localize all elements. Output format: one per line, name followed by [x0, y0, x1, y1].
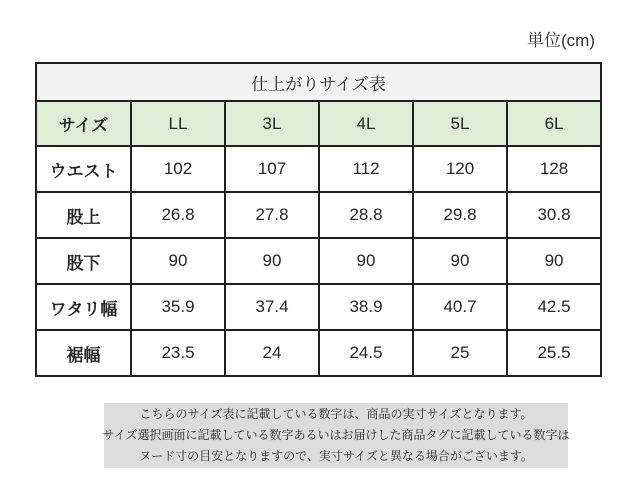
table-title-row — [36, 63, 601, 101]
table-row-thigh-width — [36, 284, 601, 330]
note-line-3: ヌード寸の目安となりますので、実寸サイズと異なる場合がございます。 — [139, 449, 533, 463]
table-row-waist — [36, 146, 601, 192]
cell-value: 90 — [413, 238, 507, 284]
table-row-hem-width — [36, 330, 601, 376]
cell-value: 28.8 — [319, 192, 413, 238]
cell-value: 38.9 — [319, 284, 413, 330]
cell-value: 42.5 — [507, 284, 601, 330]
cell-value: 27.8 — [225, 192, 319, 238]
cell-value: 120 — [413, 146, 507, 192]
cell-value: 107 — [225, 146, 319, 192]
table-row-inseam — [36, 238, 601, 284]
cell-value: 128 — [507, 146, 601, 192]
size-note-box — [104, 403, 568, 468]
row-label-rise: 股上 — [36, 192, 131, 238]
cell-value: 90 — [507, 238, 601, 284]
size-col-6l: 6L — [507, 101, 601, 146]
cell-value: 102 — [131, 146, 225, 192]
cell-value: 25.5 — [507, 330, 601, 376]
cell-value: 25 — [413, 330, 507, 376]
size-header-row — [36, 101, 601, 146]
cell-value: 30.8 — [507, 192, 601, 238]
size-col-5l: 5L — [413, 101, 507, 146]
size-col-ll: LL — [131, 101, 225, 146]
cell-value: 37.4 — [225, 284, 319, 330]
cell-value: 26.8 — [131, 192, 225, 238]
cell-value: 90 — [131, 238, 225, 284]
cell-value: 40.7 — [413, 284, 507, 330]
note-line-2: サイズ選択画面に記載している数字あるいはお届けした商品タグに記載している数字は — [102, 428, 570, 442]
cell-value: 29.8 — [413, 192, 507, 238]
size-col-3l: 3L — [225, 101, 319, 146]
size-col-4l: 4L — [319, 101, 413, 146]
cell-value: 24 — [225, 330, 319, 376]
cell-value: 112 — [319, 146, 413, 192]
cell-value: 23.5 — [131, 330, 225, 376]
size-table — [35, 62, 602, 377]
row-label-hem-width: 裾幅 — [36, 330, 131, 376]
cell-value: 90 — [319, 238, 413, 284]
row-label-thigh-width: ワタリ幅 — [36, 284, 131, 330]
row-label-waist: ウエスト — [36, 146, 131, 192]
note-line-1: こちらのサイズ表に記載している数字は、商品の実寸サイズとなります。 — [139, 407, 533, 421]
table-row-rise — [36, 192, 601, 238]
table-title: 仕上がりサイズ表 — [36, 63, 601, 101]
unit-label: 単位(cm) — [527, 31, 595, 50]
cell-value: 90 — [225, 238, 319, 284]
row-label-inseam: 股下 — [36, 238, 131, 284]
size-header-label: サイズ — [36, 101, 131, 146]
cell-value: 35.9 — [131, 284, 225, 330]
cell-value: 24.5 — [319, 330, 413, 376]
